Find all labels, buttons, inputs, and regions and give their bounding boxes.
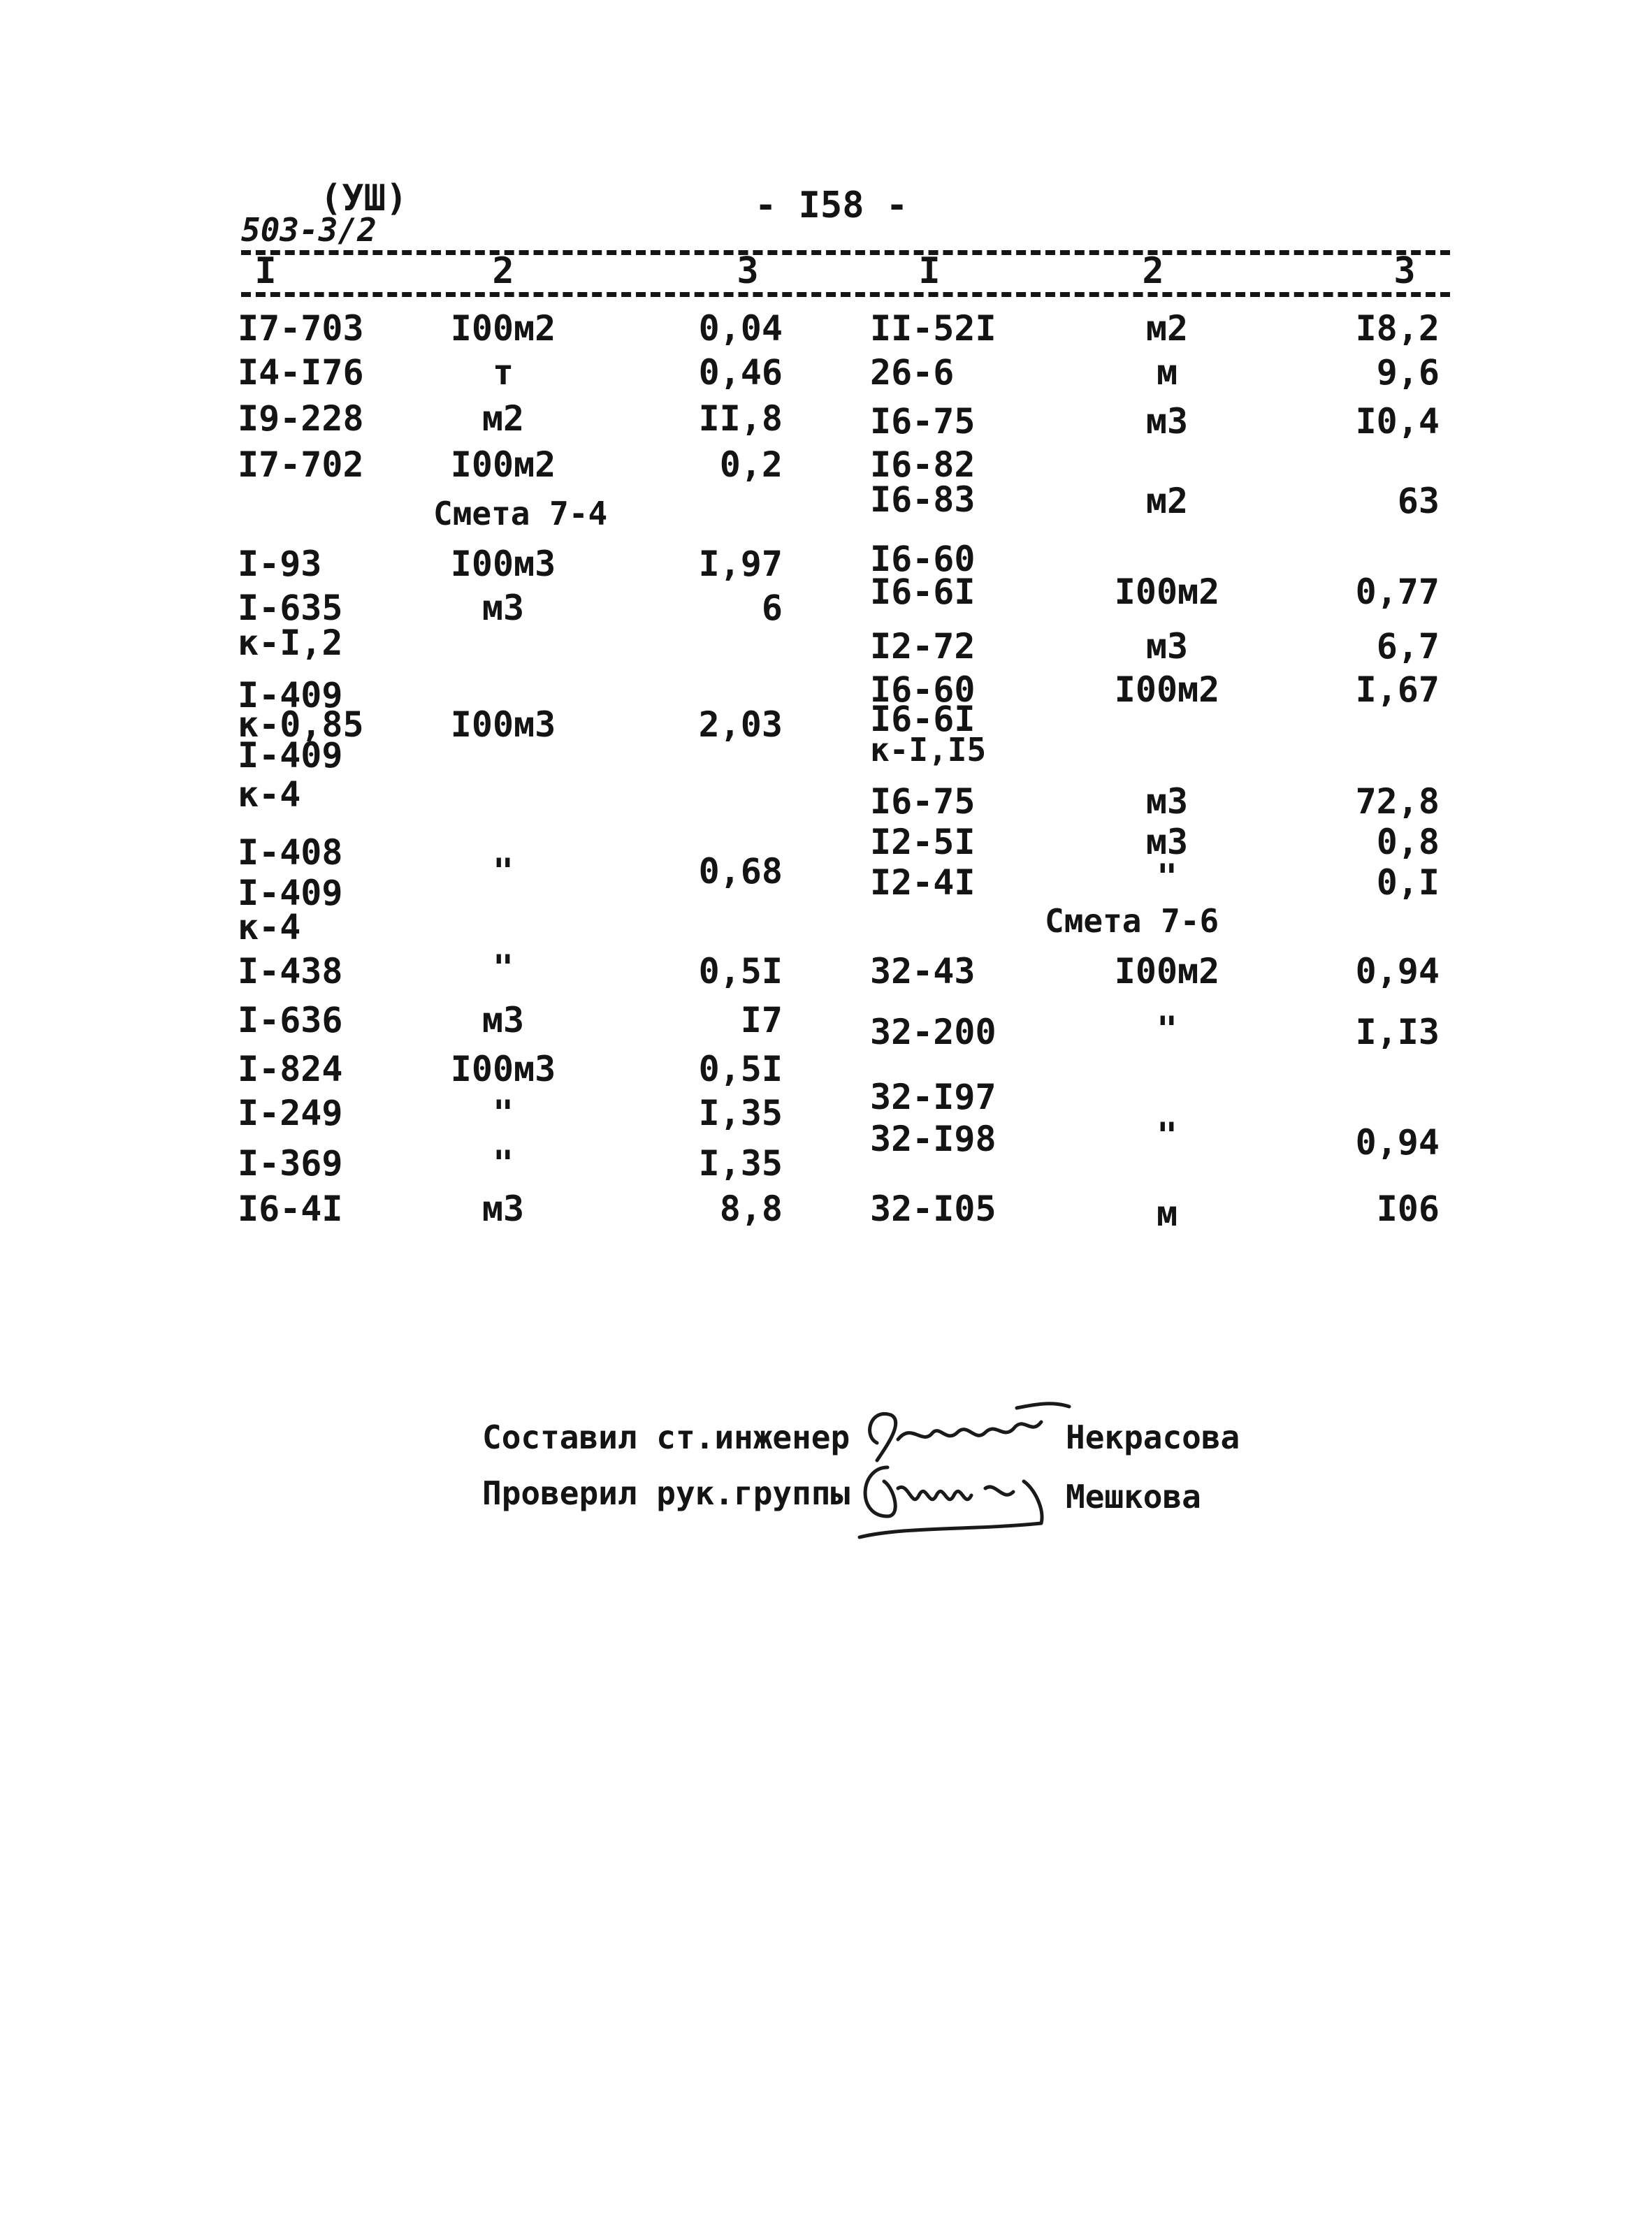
table-row-qty: 0,5I xyxy=(698,951,783,992)
table-row-code: I6-6I xyxy=(870,572,976,612)
table-row-code: 26-6 xyxy=(870,352,955,393)
table-row-unit: I00м2 xyxy=(450,444,556,485)
table-row-qty: 0,I xyxy=(1376,862,1440,903)
table-row-qty: I8,2 xyxy=(1355,308,1440,349)
table-row-unit: " xyxy=(492,851,514,892)
table-row-qty: 0,94 xyxy=(1355,1122,1440,1163)
table-row-qty: I,67 xyxy=(1355,669,1440,710)
table-row-unit: " xyxy=(1156,857,1178,897)
table-row-unit: м xyxy=(1156,352,1178,393)
table-row-unit: м3 xyxy=(1145,781,1189,822)
table-row-code: I-409 xyxy=(238,873,343,913)
project-code: 503-3/2 xyxy=(241,211,377,249)
table-row-qty: I,35 xyxy=(698,1093,783,1133)
table-row-code: I-438 xyxy=(238,951,343,992)
table-row-unit: I00м2 xyxy=(1114,572,1220,612)
table-row-qty: 6,7 xyxy=(1376,626,1440,667)
table-row-unit: м2 xyxy=(1145,308,1189,349)
checked-label: Проверил рук.группы xyxy=(482,1474,850,1512)
table-row-qty: 2,03 xyxy=(698,704,783,745)
table-row-qty: 8,8 xyxy=(719,1189,783,1229)
section-heading: Смета 7-4 xyxy=(433,495,608,532)
table-row-code: I-93 xyxy=(238,544,322,584)
table-row-code: I6-75 xyxy=(870,401,976,442)
table-row-qty: II,8 xyxy=(698,398,783,439)
table-row-unit: м3 xyxy=(1145,401,1189,442)
table-row-code: к-I,I5 xyxy=(870,731,987,769)
table-row-unit: " xyxy=(1156,1115,1178,1156)
table-row-unit: т xyxy=(492,352,514,393)
table-row-qty: I06 xyxy=(1376,1189,1440,1229)
table-row-code: I6-75 xyxy=(870,781,976,822)
table-row-code: II-52I xyxy=(870,308,997,349)
table-row-code: I6-4I xyxy=(238,1189,343,1229)
table-row-qty: I0,4 xyxy=(1355,401,1440,442)
header-rule-top xyxy=(241,250,1450,255)
table-row-code: I6-60 xyxy=(870,539,976,579)
col-header-6: 3 xyxy=(1393,250,1416,292)
table-row-qty: I7 xyxy=(740,1000,783,1040)
section-heading: Смета 7-6 xyxy=(1045,902,1219,940)
table-row-code: I9-228 xyxy=(238,398,364,439)
table-row-code: к-0,85 xyxy=(238,704,364,745)
table-row-qty: 0,5I xyxy=(698,1049,783,1089)
table-row-unit: I00м3 xyxy=(450,544,556,584)
col-header-2: 2 xyxy=(492,250,514,292)
table-row-code: I-249 xyxy=(238,1093,343,1133)
table-row-qty: I,97 xyxy=(698,544,783,584)
table-row-qty: 0,8 xyxy=(1376,822,1440,862)
table-row-qty: 63 xyxy=(1397,481,1440,521)
table-row-code: 32-200 xyxy=(870,1012,997,1052)
table-row-qty: I,I3 xyxy=(1355,1012,1440,1052)
table-row-qty: 0,77 xyxy=(1355,572,1440,612)
table-row-code: I-409 xyxy=(238,735,343,776)
table-row-qty: I,35 xyxy=(698,1143,783,1184)
table-row-qty: 0,68 xyxy=(698,851,783,892)
table-row-qty: 6 xyxy=(761,588,783,628)
table-row-code: I6-60 xyxy=(870,669,976,710)
table-row-unit: I00м2 xyxy=(1114,669,1220,710)
table-row-code: I4-I76 xyxy=(238,352,364,393)
table-row-code: I7-703 xyxy=(238,308,364,349)
table-row-code: I6-6I xyxy=(870,699,976,739)
table-row-unit: " xyxy=(492,947,514,988)
table-row-code: I6-82 xyxy=(870,444,976,485)
table-row-code: 32-I97 xyxy=(870,1077,997,1117)
table-row-qty: 9,6 xyxy=(1376,352,1440,393)
table-row-code: к-4 xyxy=(238,907,301,947)
table-row-code: 32-I05 xyxy=(870,1189,997,1229)
table-row-code: к-4 xyxy=(238,774,301,815)
table-row-unit: м3 xyxy=(1145,822,1189,862)
table-row-unit: I00м2 xyxy=(450,308,556,349)
col-header-3: 3 xyxy=(737,250,759,292)
compiled-name: Некрасова xyxy=(1066,1418,1240,1456)
table-row-qty: 0,46 xyxy=(698,352,783,393)
header-rule-bottom xyxy=(241,292,1450,297)
table-row-unit: I00м3 xyxy=(450,704,556,745)
table-row-unit: I00м3 xyxy=(450,1049,556,1089)
table-row-qty: 0,04 xyxy=(698,308,783,349)
table-row-code: к-I,2 xyxy=(238,623,343,663)
table-row-code: I-369 xyxy=(238,1143,343,1184)
col-header-4: I xyxy=(918,250,941,292)
handwritten-signature-icon xyxy=(846,1439,1062,1544)
table-row-code: I-409 xyxy=(238,675,343,716)
page-number: - I58 - xyxy=(755,184,908,226)
table-row-code: I-824 xyxy=(238,1049,343,1089)
checked-name: Мешкова xyxy=(1066,1478,1201,1516)
table-row-unit: м3 xyxy=(481,588,525,628)
table-row-code: I2-72 xyxy=(870,626,976,667)
table-row-unit: м3 xyxy=(481,1000,525,1040)
table-row-unit: м2 xyxy=(481,398,525,439)
table-row-unit: м2 xyxy=(1145,481,1189,521)
volume-label: (УШ) xyxy=(320,177,408,219)
table-row-unit: " xyxy=(492,1143,514,1184)
table-row-code: I2-5I xyxy=(870,822,976,862)
table-row-qty: 0,2 xyxy=(719,444,783,485)
table-row-qty: 0,94 xyxy=(1355,951,1440,992)
table-row-unit: " xyxy=(1156,1009,1178,1050)
table-row-code: I-635 xyxy=(238,588,343,628)
table-row-unit: м xyxy=(1156,1193,1178,1234)
table-row-code: 32-43 xyxy=(870,951,976,992)
table-row-qty: 72,8 xyxy=(1355,781,1440,822)
table-row-code: I-636 xyxy=(238,1000,343,1040)
compiled-label: Составил ст.инженер xyxy=(482,1418,850,1456)
table-row-unit: м3 xyxy=(481,1189,525,1229)
table-row-code: 32-I98 xyxy=(870,1119,997,1159)
table-row-unit: I00м2 xyxy=(1114,951,1220,992)
table-row-code: I7-702 xyxy=(238,444,364,485)
table-row-code: I-408 xyxy=(238,832,343,873)
table-row-unit: " xyxy=(492,1093,514,1133)
col-header-1: I xyxy=(254,250,277,292)
table-row-unit: м3 xyxy=(1145,626,1189,667)
table-row-code: I2-4I xyxy=(870,862,976,903)
col-header-5: 2 xyxy=(1142,250,1164,292)
table-row-code: I6-83 xyxy=(870,479,976,520)
